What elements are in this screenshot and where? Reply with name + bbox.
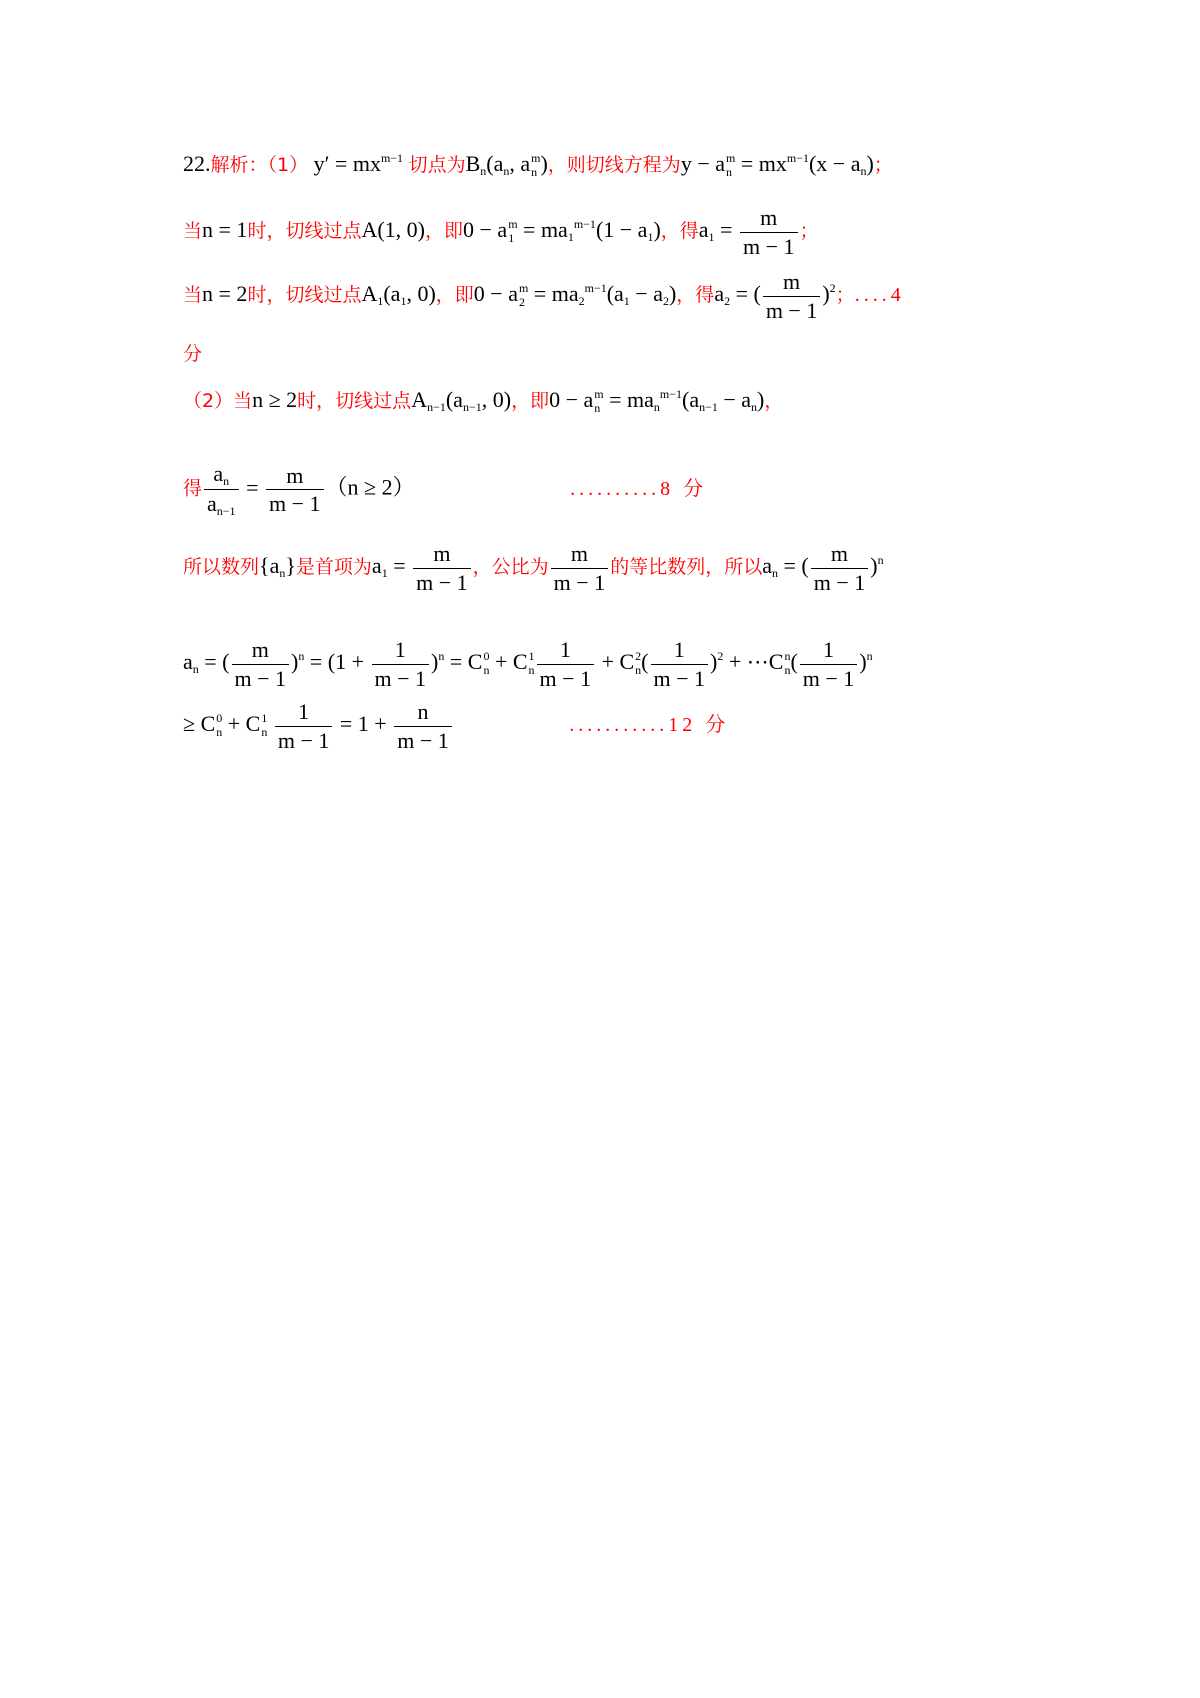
score-12: ...........12 分: [569, 714, 730, 737]
score-8: ..........8 分: [570, 477, 708, 500]
sep-semicolon-3: ；: [835, 284, 855, 307]
formula-n-eq-1: n = 1: [202, 217, 248, 243]
text-qiedianwei: 切点为: [408, 154, 466, 176]
text-shi-shouxiang: 是首项为: [295, 556, 372, 579]
formula-eq-a1: 0 − a m 1 = $ma_1^{m-1}(1 - a_1)$: [463, 217, 661, 245]
formula-a1-value: $a_1$ = $\frac{m}{m - 1}$: [699, 217, 800, 242]
formula-point-a1: $A_1(a_1$, 0): [361, 281, 436, 309]
formula-a2-value: $a_2$ = ( $\frac{m}{m - 1}$ )$^2$: [714, 269, 836, 323]
problem-number: 22.: [183, 151, 211, 176]
formula-first-term: $a_1$ = $\frac{m}{m - 1}$: [372, 553, 473, 578]
formula-eq-an: 0 − a m n = $ma_n^{m-1}(a_{n-1} - a_n)$: [549, 387, 765, 415]
line-part1-tangent: [183, 152, 893, 180]
text-gongbi: ，公比为: [472, 556, 549, 579]
text-de-start: 得: [183, 477, 203, 500]
formula-derivative: $y' = mx^{m-1}$: [313, 151, 404, 176]
label-part2: （2）当: [183, 390, 253, 412]
formula-eq-a2: 0 − a m 2 = $ma_2^{m-1}(a_1 - a_2)$: [473, 281, 677, 309]
text-dengbi: 的等比数列，所以: [610, 556, 763, 579]
formula-sequence-an: $\{a_n\}$: [259, 553, 296, 581]
formula-inequality: ≥ C 0 n + C 1 n $\frac{1}{m - 1}$ = 1 + $\frac{n}{m - 1}$: [183, 711, 454, 736]
line-binomial: [183, 636, 873, 692]
formula-point-an-1: $A_{n-1}(a_{n-1}$, 0): [411, 387, 512, 415]
text-ji-3: ，即: [511, 390, 550, 412]
text-shi-qiexian-2: 时，切线过点: [247, 284, 362, 307]
formula-point-a: A(1, 0): [361, 217, 425, 243]
line-part2: [183, 388, 783, 416]
text-de-2: ，得: [676, 284, 715, 307]
text-suoyi-shulie: 所以数列: [183, 556, 260, 579]
line-n2: [183, 268, 905, 324]
formula-n-ge-2: n ≥ 2: [252, 387, 298, 412]
label-part1: （1）: [267, 154, 309, 176]
formula-point-bn: $B_n(a_n$, a m n ): [465, 151, 548, 179]
score-4-fen: 分: [183, 343, 203, 365]
formula-ratio: $\frac{a_n}{a_{n-1}}$ = $\frac{m}{m - 1}$: [202, 475, 326, 500]
sep-semicolon-1: ；: [873, 154, 893, 176]
text-dang-2: 当: [183, 284, 203, 307]
formula-ratio-value: $\frac{m}{m - 1}$: [549, 553, 611, 578]
formula-tangent-line: y − a m n = $mx^{m-1}(x - a_n)$: [680, 151, 874, 179]
text-de-1: ，得: [660, 220, 699, 243]
score-4-dots: ....4: [854, 284, 905, 307]
line-geometric: [183, 540, 884, 596]
text-ji-1: ，即: [425, 220, 464, 243]
cond-n-ge-2: （n ≥ 2）: [325, 474, 415, 500]
text-shi-qiexian-1: 时，切线过点: [247, 220, 362, 243]
text-dang-1: 当: [183, 220, 203, 243]
line-inequality: [183, 698, 729, 754]
label-jiexi: 解析：: [210, 154, 268, 176]
formula-binomial-expansion: $a_n$ = ( $\frac{m}{m - 1}$ )$^n$ = (1 + $\frac{1}{m - 1}$ )$^n$ = C 0 n + C 1 n $\frac{1}{m - 1}$ + C 2 n ( $\frac{1}{m - 1}$ )$^2$ + ⋯C n n ( $\frac{1}{m - 1}$ )$^n$: [183, 637, 873, 691]
line-score-4-fen: [183, 342, 202, 364]
line-ratio: [183, 460, 707, 519]
formula-n-eq-2: n = 2: [202, 281, 248, 307]
formula-an-general: $a_n$ = ( $\frac{m}{m - 1}$ )$^n$: [762, 541, 884, 595]
text-comma-1: ，: [764, 390, 784, 412]
sep-semicolon-2: ；: [799, 220, 819, 243]
line-n1: [183, 204, 819, 260]
text-qiexian-part2: 时，切线过点: [297, 390, 412, 412]
text-ji-2: ，即: [435, 284, 474, 307]
text-zeqiexian: ，则切线方程为: [547, 154, 681, 176]
